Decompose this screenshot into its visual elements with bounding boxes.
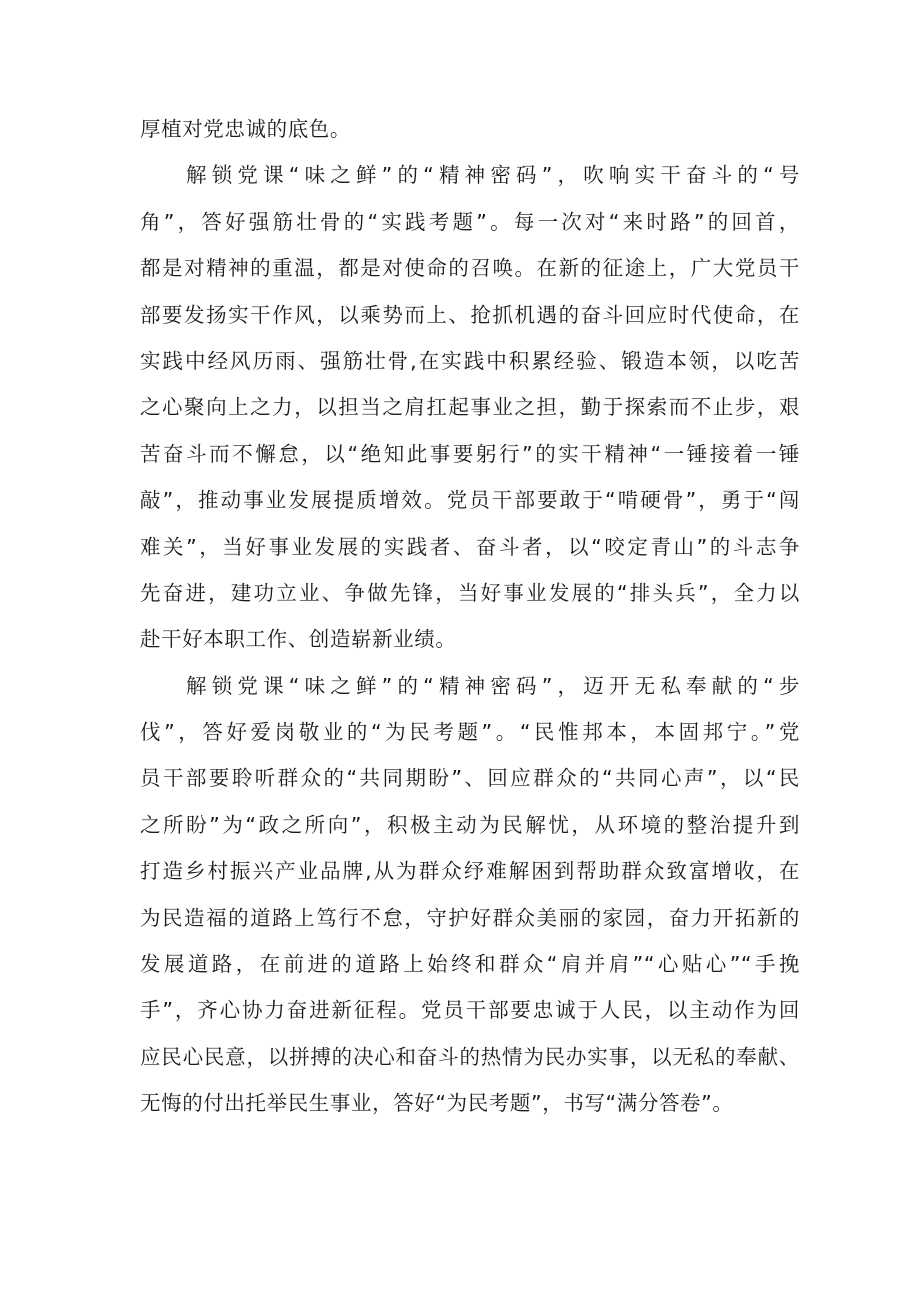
paragraph-3-line-5: 打造乡村振兴产业品牌,从为群众纾难解困到帮助群众致富增收，在 xyxy=(140,859,800,884)
paragraph-3-line-6: 为民造福的道路上笃行不怠，守护好群众美丽的家园，奋力开拓新的 xyxy=(140,905,800,930)
paragraph-2-line-11: 赴干好本职工作、创造崭新业绩。 xyxy=(140,627,457,652)
paragraph-2-line-2: 角”，答好强筋壮骨的“实践考题”。每一次对“来时路”的回首， xyxy=(140,209,800,234)
paragraph-3-line-3: 员干部要聆听群众的“共同期盼”、回应群众的“共同心声”，以“民 xyxy=(140,766,800,791)
paragraph-1-line-1: 厚植对党忠诚的底色。 xyxy=(140,117,351,141)
paragraph-2-line-1: 解锁党课“味之鲜”的“精神密码”，吹响实干奋斗的“号 xyxy=(186,163,800,188)
paragraph-3-line-7: 发展道路，在前进的道路上始终和群众“肩并肩”“心贴心”“手挽 xyxy=(140,952,800,977)
paragraph-3-line-10: 无悔的付出托举民生事业，答好“为民考题”，书写“满分答卷”。 xyxy=(140,1091,734,1116)
paragraph-2-line-8: 敲”，推动事业发展提质增效。党员干部要敢于“啃硬骨”，勇于“闯 xyxy=(140,488,800,513)
paragraph-2-line-3: 都是对精神的重温，都是对使命的召唤。在新的征途上，广大党员干 xyxy=(140,256,800,281)
paragraph-2-line-7: 苦奋斗而不懈怠，以“绝知此事要躬行”的实干精神“一锤接着一锤 xyxy=(140,441,800,466)
paragraph-3-line-1: 解锁党课“味之鲜”的“精神密码”，迈开无私奉献的“步 xyxy=(186,673,800,698)
paragraph-3-line-9: 应民心民意，以拼搏的决心和奋斗的热情为民办实事，以无私的奉献、 xyxy=(140,1044,800,1069)
document-body xyxy=(140,106,800,1127)
paragraph-2-line-10: 先奋进，建功立业、争做先锋，当好事业发展的“排头兵”，全力以 xyxy=(140,580,800,605)
paragraph-2-line-4: 部要发扬实干作风，以乘势而上、抢抓机遇的奋斗回应时代使命，在 xyxy=(140,302,800,327)
paragraph-3-line-2: 伐”，答好爱岗敬业的“为民考题”。“民惟邦本，本固邦宁。”党 xyxy=(140,720,800,745)
paragraph-2-line-6: 之心聚向上之力，以担当之肩扛起事业之担，勤于探索而不止步，艰 xyxy=(140,395,800,420)
paragraph-3-line-8: 手”，齐心协力奋进新征程。党员干部要忠诚于人民，以主动作为回 xyxy=(140,998,800,1023)
paragraph-2-line-5: 实践中经风历雨、强筋壮骨,在实践中积累经验、锻造本领，以吃苦 xyxy=(140,348,800,373)
paragraph-3-line-4: 之所盼”为“政之所向”，积极主动为民解忧，从环境的整治提升到 xyxy=(140,812,800,837)
paragraph-2-line-9: 难关”，当好事业发展的实践者、奋斗者，以“咬定青山”的斗志争 xyxy=(140,534,800,559)
